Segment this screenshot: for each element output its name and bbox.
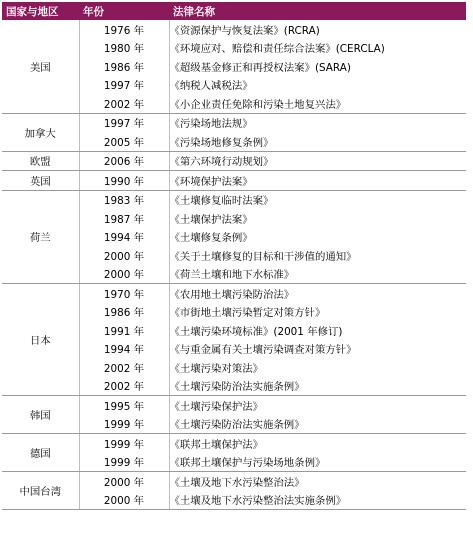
- table-row: [2, 113, 466, 132]
- year-cell: 1999 年: [79, 453, 169, 472]
- law-name-cell: 《土壤保护法案》: [169, 213, 253, 226]
- year-cell: 2005 年: [79, 132, 169, 151]
- region-cell: 加拿大: [2, 113, 79, 151]
- law-name-cell: 《土壤及地下水污染整治法实施条例》: [169, 491, 466, 510]
- law-name-cell: 《污染场地修复条例》: [169, 132, 466, 151]
- law-name-cell: 《环境应对、赔偿和责任综合法案》(CERCLA): [169, 43, 385, 56]
- year-cell: 2000 年: [79, 265, 169, 284]
- table-row: [2, 284, 466, 303]
- year-cell: 2000 年: [79, 472, 169, 491]
- region-cell: 荷兰: [2, 190, 79, 284]
- year-cell: 1983 年: [79, 190, 169, 209]
- year-cell: 2000 年: [79, 246, 169, 265]
- region-cell: 韩国: [2, 396, 79, 434]
- law-name-cell: 《荷兰土壤和地下水标准》: [169, 265, 466, 284]
- year-cell: 1987 年: [79, 209, 169, 228]
- region-cell: 美国: [2, 20, 79, 113]
- region-cell: 德国: [2, 434, 79, 472]
- region-cell: 欧盟: [2, 151, 79, 171]
- law-name-cell: 《土壤污染防治法实施条例》: [169, 377, 466, 396]
- year-cell: 2002 年: [79, 377, 169, 396]
- table-row: [2, 171, 466, 191]
- year-cell: 1991 年: [79, 321, 169, 340]
- law-name-cell: 《土壤及地下水污染整治法》: [169, 476, 305, 489]
- year-cell: 2002 年: [79, 94, 169, 113]
- law-name-cell: 《污染场地法规》: [169, 118, 253, 131]
- law-name-cell: 《土壤污染保护法》: [169, 400, 264, 413]
- law-name-cell: 《纳税人减税法》: [169, 80, 253, 93]
- law-name-cell: 《联邦土壤保护法》: [169, 438, 264, 451]
- year-cell: 1986 年: [79, 303, 169, 322]
- year-cell: 1994 年: [79, 228, 169, 247]
- law-name-cell: 《土壤修复条例》: [169, 232, 253, 245]
- law-name-cell: 《土壤修复临时法案》: [169, 195, 274, 208]
- law-name-cell: 《与重金属有关土壤污染调查对策方针》: [169, 344, 357, 357]
- table-row: [2, 190, 466, 209]
- table-header-row: [2, 2, 466, 20]
- law-name-cell: 《市街地土壤污染暂定对策方针》: [169, 307, 326, 320]
- year-cell: 1995 年: [79, 396, 169, 415]
- region-cell: 日本: [2, 284, 79, 396]
- year-cell: 1980 年: [79, 39, 169, 58]
- year-cell: 1970 年: [79, 284, 169, 303]
- year-cell: 1994 年: [79, 340, 169, 359]
- law-name-cell: 《土壤污染环境标准》(2001 年修订): [169, 325, 343, 338]
- law-name-cell: 《农用地土壤污染防治法》: [169, 288, 295, 301]
- region-cell: 英国: [2, 171, 79, 191]
- law-name-cell: 《环境保护法案》: [169, 171, 466, 191]
- year-cell: 1999 年: [79, 415, 169, 434]
- year-cell: 1986 年: [79, 57, 169, 76]
- table-row: [2, 472, 466, 491]
- header-year: 年份: [79, 2, 169, 20]
- table-row: [2, 434, 466, 453]
- law-name-cell: 《第六环境行动规划》: [169, 151, 466, 171]
- table-row: [2, 396, 466, 415]
- law-name-cell: 《关于土壤修复的目标和干涉值的通知》: [169, 250, 357, 263]
- table-row: [2, 151, 466, 171]
- table-body: [2, 20, 466, 510]
- year-cell: 2000 年: [79, 491, 169, 510]
- year-cell: 2006 年: [79, 151, 169, 171]
- law-name-cell: 《土壤污染对策法》: [169, 362, 264, 375]
- header-region: 国家与地区: [2, 2, 79, 20]
- law-name-cell: 《资源保护与恢复法案》(RCRA): [169, 24, 320, 37]
- table-row: [2, 20, 466, 39]
- year-cell: 1999 年: [79, 434, 169, 453]
- year-cell: 1990 年: [79, 171, 169, 191]
- law-name-cell: 《联邦土壤保护与污染场地条例》: [169, 453, 466, 472]
- year-cell: 1976 年: [79, 20, 169, 39]
- law-name-cell: 《小企业责任免除和污染土地复兴法》: [169, 94, 466, 113]
- year-cell: 2002 年: [79, 358, 169, 377]
- law-name-cell: 《超级基金修正和再授权法案》(SARA): [169, 61, 351, 74]
- header-law: 法律名称: [169, 2, 466, 20]
- year-cell: 1997 年: [79, 113, 169, 132]
- law-name-cell: 《土壤污染防治法实施条例》: [169, 415, 466, 434]
- law-table: [2, 2, 466, 510]
- region-cell: 中国台湾: [2, 472, 79, 510]
- year-cell: 1997 年: [79, 76, 169, 95]
